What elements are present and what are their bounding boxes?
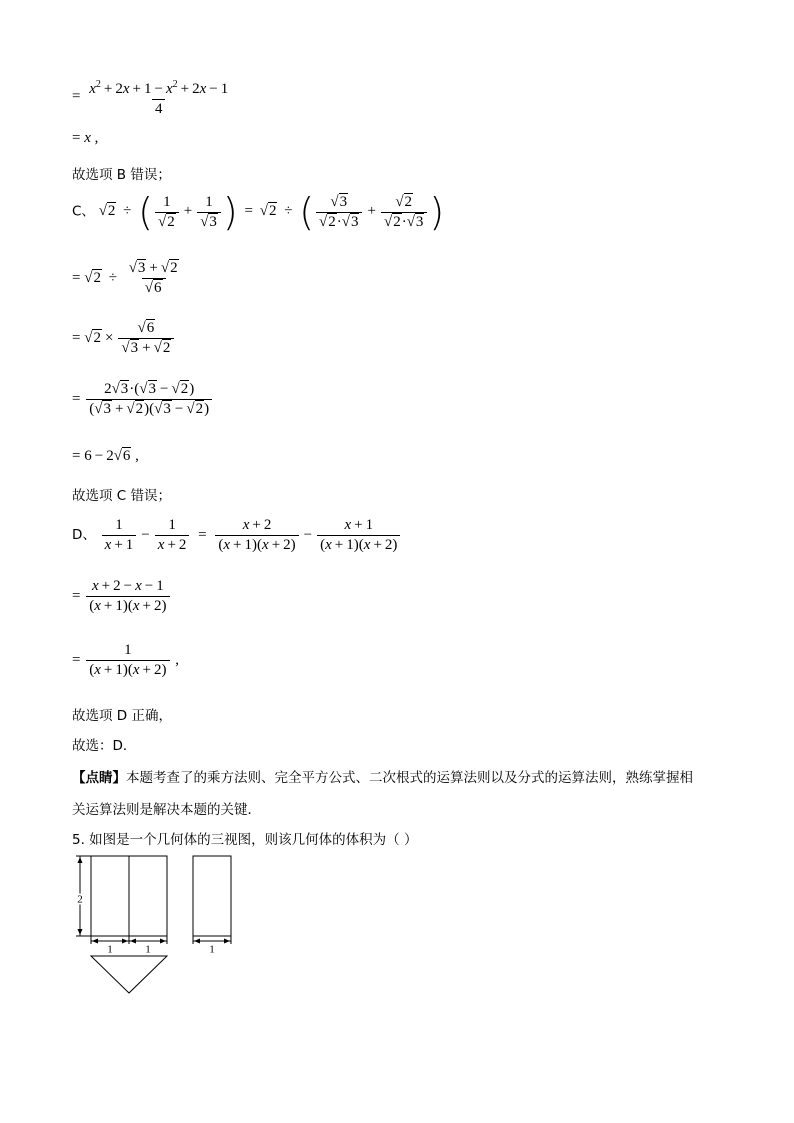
comment-tag: 【点睛】 [72, 770, 126, 786]
top-view-triangle [91, 956, 167, 993]
c-step5: = 6 − 2√6 , [72, 448, 139, 464]
option-label: D、 [72, 526, 96, 543]
d-conclusion: 故选项 D 正确， [72, 708, 172, 724]
answer: 故选：D． [72, 738, 137, 754]
fraction [86, 76, 231, 118]
b-step2: = x , [72, 130, 99, 146]
side-width-label: 1 [209, 943, 215, 956]
d-step2: = $\frac{x + 2 - x - 1}{(x + 1)(x + 2)}$ [72, 578, 172, 615]
comment-text: 本题考查了的乘方法则、完全平方公式、二次根式的运算法则以及分式的运算法则，熟练掌握相 [126, 770, 693, 786]
comment-line2: 关运算法则是解决本题的关键． [72, 802, 261, 818]
c-step2: = √2 ÷ $\frac{√3 + √2}{√6}$ [72, 260, 178, 296]
c-step3: = √2 × $\frac{√6}{√3 + √2}$ [72, 320, 176, 357]
width-label-left: 1 [107, 943, 113, 956]
c-step1: C、 √2 ÷ ( $\frac{1}{√2}$ + $\frac{1}{√3}$ ) = √2 ÷ ( $\frac{√3}{√2\cdot√3}$ + $\frac{√2}{√2\cdot√3}$ ) [72, 190, 445, 234]
eq-sign: = [72, 88, 81, 105]
three-view-figure [60, 850, 250, 1000]
comment-line1 [72, 766, 693, 786]
question5-text: 5. 如图是一个几何体的三视图，则该几何体的体积为（ ） [72, 832, 418, 848]
b-conclusion: 故选项 B 错误； [72, 167, 171, 183]
fraction-numerator: $x^2 + 2x + 1 - x^2 + 2x - 1$ [89, 79, 229, 97]
option-label: C、 [72, 203, 95, 220]
width-label-right: 1 [145, 943, 151, 956]
d-step1: D、 $\frac{1}{x + 1}$ − $\frac{1}{x + 2}$ = $\frac{x + 2}{(x + 1)(x + 2)}$ − $\frac{x + 1}{(x + 1)(x + 2)}$ [72, 517, 402, 554]
c-conclusion: 故选项 C 错误； [72, 488, 172, 504]
fraction-denominator: 4 [152, 99, 166, 118]
side-view-rect [193, 856, 231, 936]
d-step3: = $\frac{1}{(x + 1)(x + 2)}$ , [72, 642, 179, 678]
b-step1 [72, 76, 233, 118]
c-step4: = $\frac{2√3\cdot(√3 - √2)}{(√3 + √2)(√3 - √2)}$ [72, 381, 214, 418]
height-label: 2 [77, 893, 83, 906]
